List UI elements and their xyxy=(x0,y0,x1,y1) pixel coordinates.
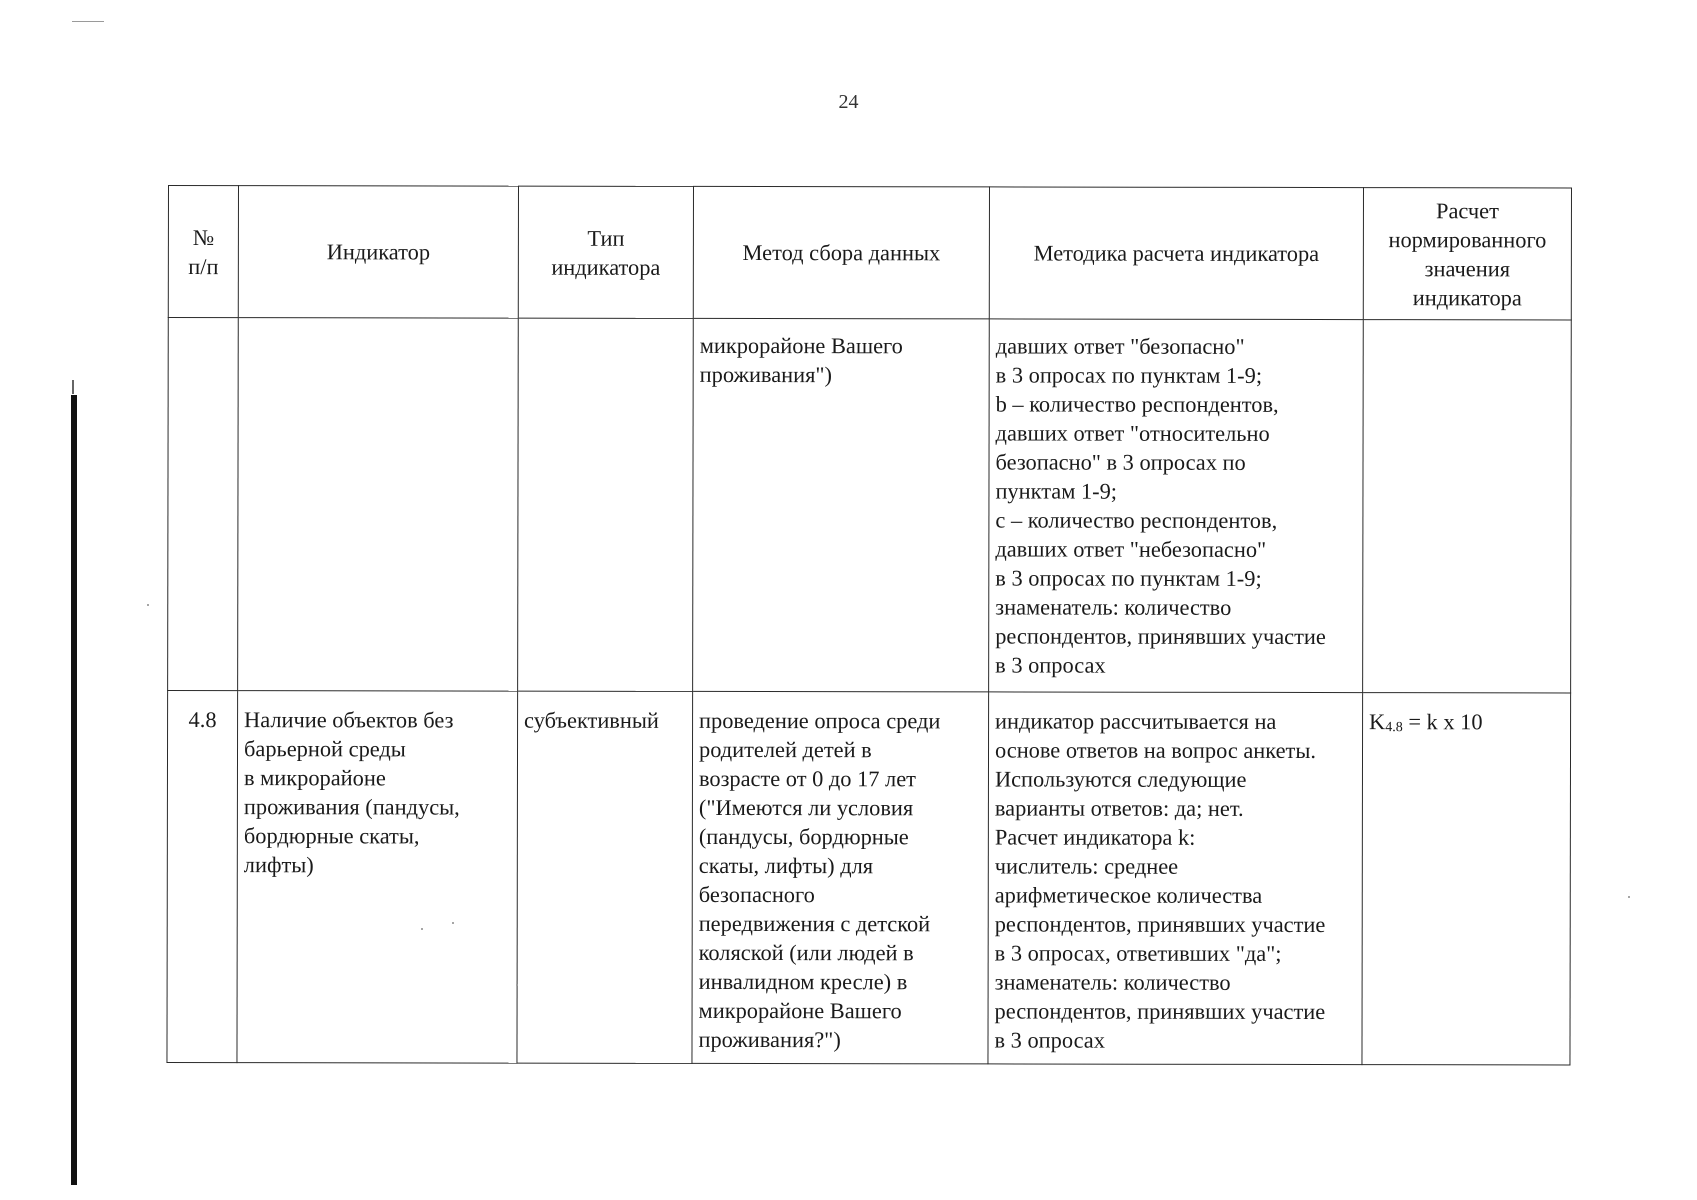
scan-speck xyxy=(147,604,149,606)
page-number: 24 xyxy=(838,91,859,113)
header-indicator: Индикатор xyxy=(238,186,518,318)
table-row xyxy=(168,318,1572,693)
cell-calculation: давших ответ "безопасно" в 3 опросах по пунктам 1-9; b – количество респондентов, давших ответ "относительно безопасно" в 3 опросах по пунктам 1-9; c – количество респондентов, давших ответ "небезопасно" в 3 опросах по пунктам 1-9; знаменатель: количество респондентов, принявших участие в 3 опросах xyxy=(989,319,1364,693)
header-calculation: Методика расчета индикатора xyxy=(989,187,1363,320)
table-row xyxy=(167,691,1571,1065)
header-method: Метод сбора данных xyxy=(693,186,989,319)
cell-type: субъективный xyxy=(517,691,693,1063)
scan-artifact-line xyxy=(72,21,104,22)
cell-number xyxy=(168,318,239,691)
formula-expression: = k x 10 xyxy=(1402,709,1483,735)
header-type: Тип индикатора xyxy=(518,186,693,318)
cell-type xyxy=(518,318,694,691)
binding-edge-bar xyxy=(71,395,77,1185)
cell-normalized xyxy=(1363,320,1572,693)
cell-method: проведение опроса среди родителей детей в возрасте от 0 до 17 лет ("Имеются ли условия (пандусы, бордюрные скаты, лифты) для безопасного передвижения с детской коляской (или людей в инвалидном кресле) в микрорайоне Вашего проживания?") xyxy=(692,691,989,1064)
scan-speck xyxy=(1628,896,1630,898)
cell-number: 4.8 xyxy=(167,691,238,1063)
formula-subscript: 4.8 xyxy=(1385,720,1403,736)
cell-indicator: Наличие объектов без барьерной среды в микрорайоне проживания (пандусы, бордюрные скаты, лифты) xyxy=(237,691,518,1063)
indicator-table xyxy=(166,185,1572,1065)
cell-calculation: индикатор рассчитывается на основе ответов на вопрос анкеты. Используются следующие варианты ответов: да; нет. Расчет индикатора k: числитель: среднее арифметическое количества респондентов, принявших участие в 3 опросах, ответивших "да"; знаменатель: количество респондентов, принявших участие в 3 опросах xyxy=(988,692,1363,1065)
scan-speck xyxy=(452,922,454,924)
cell-indicator xyxy=(238,318,519,691)
table-header-row xyxy=(168,186,1571,320)
binding-tick xyxy=(72,380,74,394)
cell-normalized-formula xyxy=(1362,693,1571,1065)
scan-speck xyxy=(421,928,423,930)
cell-method: микрорайоне Вашего проживания") xyxy=(693,318,990,692)
header-number: № п/п xyxy=(168,186,238,318)
header-normalized: Расчет нормированного значения индикатора xyxy=(1363,188,1571,320)
formula-symbol: K xyxy=(1369,709,1386,735)
scan-speck xyxy=(516,984,518,986)
